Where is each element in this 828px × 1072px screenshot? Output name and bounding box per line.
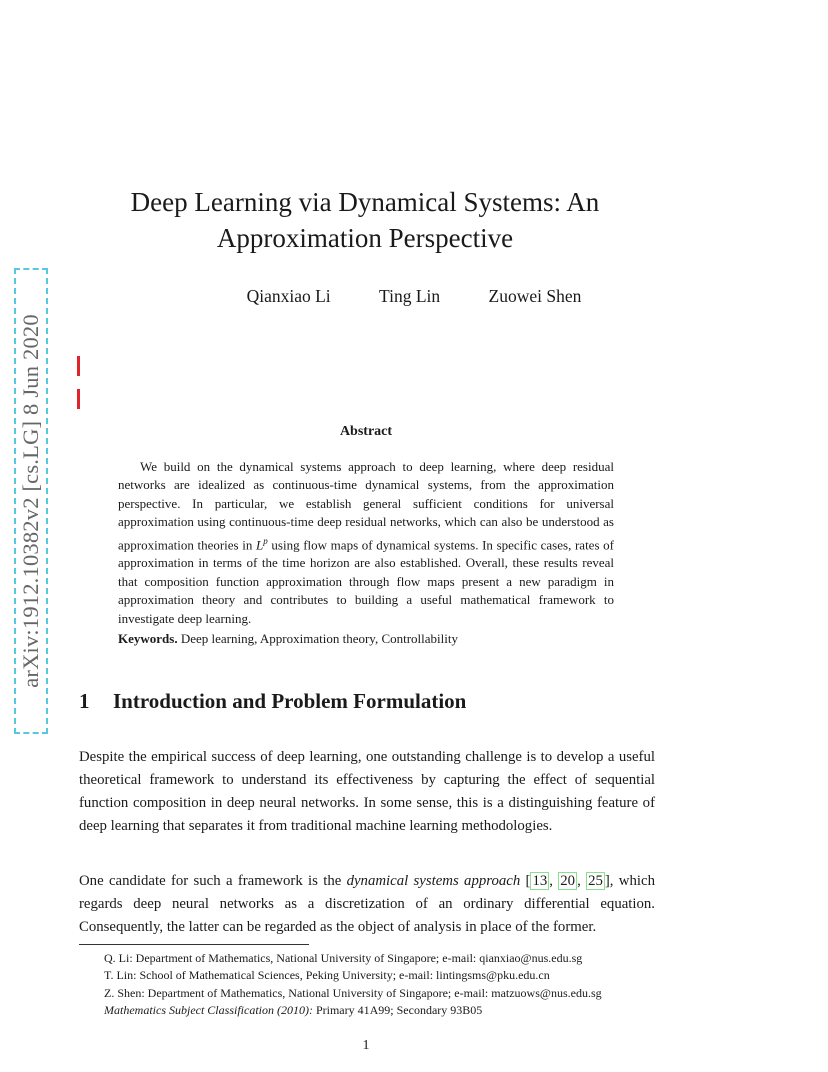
lp-exponent: p (263, 535, 268, 546)
body-paragraph (79, 870, 655, 939)
footnote-divider (79, 944, 309, 945)
page-number: 1 (362, 1038, 370, 1053)
paragraph-text: ], which regards deep neural networks as a discretization of an ordinary differential equation. Consequently, the latter can be regarded as the object of analysis in place of the former. (79, 873, 655, 936)
paragraph-text: One candidate for such a framework is the (79, 873, 347, 889)
footnote-affiliation: Z. Shen: Department of Mathematics, National University of Singapore; e-mail: matzuows@nus.edu.sg (104, 985, 602, 1000)
section-title: Introduction and Problem Formulation (113, 689, 467, 713)
abstract-text (118, 458, 614, 628)
section-number: 1 (79, 689, 90, 713)
footnote-affiliation: Q. Li: Department of Mathematics, National University of Singapore; e-mail: qianxiao@nus.edu.sg (104, 951, 583, 965)
citation-link[interactable]: 20 (560, 873, 576, 889)
body-paragraph: Despite the empirical success of deep learning, one outstanding challenge is to develop a useful theoretical framework to understand its effectiveness by capturing the effect of sequential function composition in deep neural networks. In some sense, this is a distinguishing feature of deep learning that separates it from traditional machine learning methodologies. (79, 749, 655, 835)
footnote-msc (104, 1002, 602, 1019)
author-name: Ting Lin (379, 286, 441, 306)
citation-link[interactable]: 13 (532, 873, 548, 889)
footnote-affiliation: T. Lin: School of Mathematical Sciences, Peking University; e-mail: lintingsms@pku.edu.cn (104, 968, 550, 983)
citation-link[interactable]: 25 (588, 873, 603, 889)
paper-title-line-1: Deep Learning via Dynamical Systems: An (130, 187, 600, 217)
emphasized-term: dynamical systems approach (346, 873, 521, 889)
footnotes (104, 950, 602, 1019)
paper-title-line-2: Approximation Perspective (216, 223, 514, 253)
change-bar-mark (77, 356, 80, 376)
arxiv-identifier-text: arXiv:1912.10382v2 [cs.LG] 8 Jun 2020 (18, 314, 43, 688)
citation-separator: , (577, 873, 587, 889)
lp-space-symbol: L (256, 536, 264, 552)
author-name: Qianxiao Li (246, 286, 331, 306)
keywords-label: Keywords. (118, 631, 178, 646)
keywords-text: Deep learning, Approximation theory, Controllability (180, 631, 459, 646)
msc-label: Mathematics Subject Classification (2010): (104, 1002, 313, 1017)
paragraph-text: [ (520, 873, 531, 889)
change-bar-mark (77, 389, 80, 409)
abstract-text-part: We build on the dynamical systems approach to deep learning, where deep residual networks are idealized as continuous-time dynamical systems, from the approximation perspective. In particular, we establish general sufficient conditions for universal approximation using continuous-time deep residual networks, which can also be understood as approximation theories in (118, 459, 614, 552)
abstract-heading: Abstract (339, 424, 393, 439)
author-list (0, 286, 828, 307)
abstract-text-part: using flow maps of dynamical systems. In specific cases, rates of approximation in terms of the time horizon are also established. Overall, these results reveal that composition function approximation through flow maps present a new paradigm in approximation theory and contributes to building a useful mathematical framework to investigate deep learning. (118, 536, 614, 626)
paper-title (90, 184, 640, 256)
arxiv-identifier-stamp[interactable] (14, 268, 48, 734)
msc-text: Primary 41A99; Secondary 93B05 (312, 1002, 483, 1017)
section-heading (79, 689, 466, 714)
keywords-line (118, 631, 458, 647)
citation-separator: , (549, 873, 559, 889)
author-name: Zuowei Shen (488, 286, 582, 306)
